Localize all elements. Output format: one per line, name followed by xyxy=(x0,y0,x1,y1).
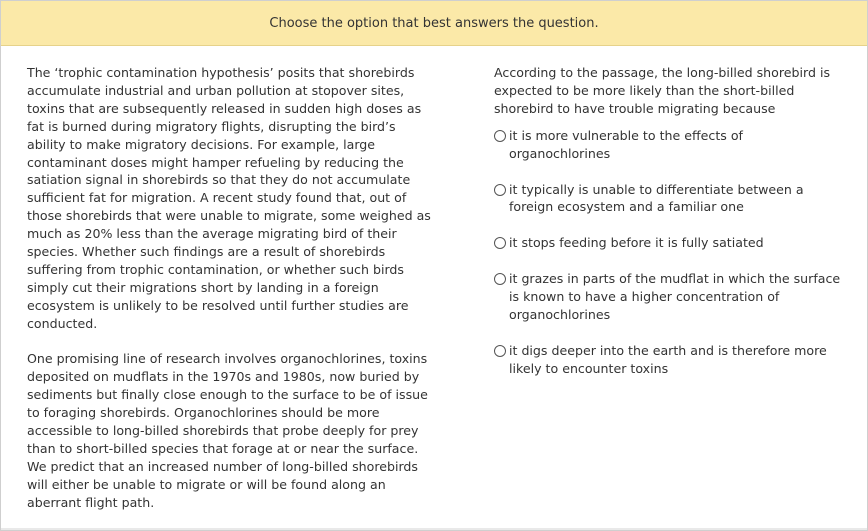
answer-option-label: it is more vulnerable to the effects of organochlorines xyxy=(509,127,743,161)
passage-paragraph-1: The ‘trophic contamination hypothesis’ posits that shorebirds accumulate industrial and urban pollution at stopover sites, toxins that are subsequently released in sudden high doses as fat is burned during migratory flights, disrupting the bird’s ability to make migratory decisions. For example, large contaminant doses might hamper refueling by reducing the satiation signal in shorebirds so that they do not accumulate sufficient fat for migration. A recent study found that, out of those shorebirds that were unable to migrate, some weighed as much as 20% less than the average migrating bird of their species. Whether such findings are a result of shorebirds suffering from trophic contamination, or whether such birds simply cut their migrations short by landing in a foreign ecosystem is unlikely to be resolved until further studies are conducted. xyxy=(27,65,431,331)
answer-options xyxy=(494,127,844,378)
instruction-banner xyxy=(1,1,867,46)
question-stem: According to the passage, the long-billed shorebird is expected to be more likely than the short-billed shorebird to have trouble migrating because xyxy=(494,65,831,116)
passage-paragraph-2: One promising line of research involves organochlorines, toxins deposited on mudflats in the 1970s and 1980s, now buried by sediments but finally close enough to the surface to be of issue to foraging shorebirds. Organochlorines should be more accessible to long-billed shorebirds that probe deeply for prey than to short-billed species that forage at or near the surface. We predict that an increased number of long-billed shorebirds will either be unable to migrate or will be found along an aberrant flight path. xyxy=(27,351,428,510)
answer-option-c[interactable] xyxy=(494,234,844,252)
radio-button-icon[interactable] xyxy=(494,237,506,249)
instruction-text: Choose the option that best answers the question. xyxy=(269,15,599,31)
radio-button-icon[interactable] xyxy=(494,184,506,196)
answer-option-label: it typically is unable to differentiate between a foreign ecosystem and a familiar one xyxy=(509,181,804,215)
answer-option-label: it digs deeper into the earth and is therefore more likely to encounter toxins xyxy=(509,342,827,376)
answer-option-label: it grazes in parts of the mudflat in which the surface is known to have a higher concentration of organochlorines xyxy=(509,271,841,323)
answer-option-b[interactable] xyxy=(494,181,844,217)
answer-option-e[interactable] xyxy=(494,342,844,378)
question-area xyxy=(494,64,844,396)
answer-option-label: it stops feeding before it is fully satiated xyxy=(509,235,764,251)
radio-button-icon[interactable] xyxy=(494,130,506,142)
answer-option-a[interactable] xyxy=(494,127,844,163)
bottom-divider xyxy=(1,528,867,530)
answer-option-d[interactable] xyxy=(494,270,844,324)
radio-button-icon[interactable] xyxy=(494,345,506,357)
radio-button-icon[interactable] xyxy=(494,273,506,285)
reading-passage xyxy=(27,64,437,530)
